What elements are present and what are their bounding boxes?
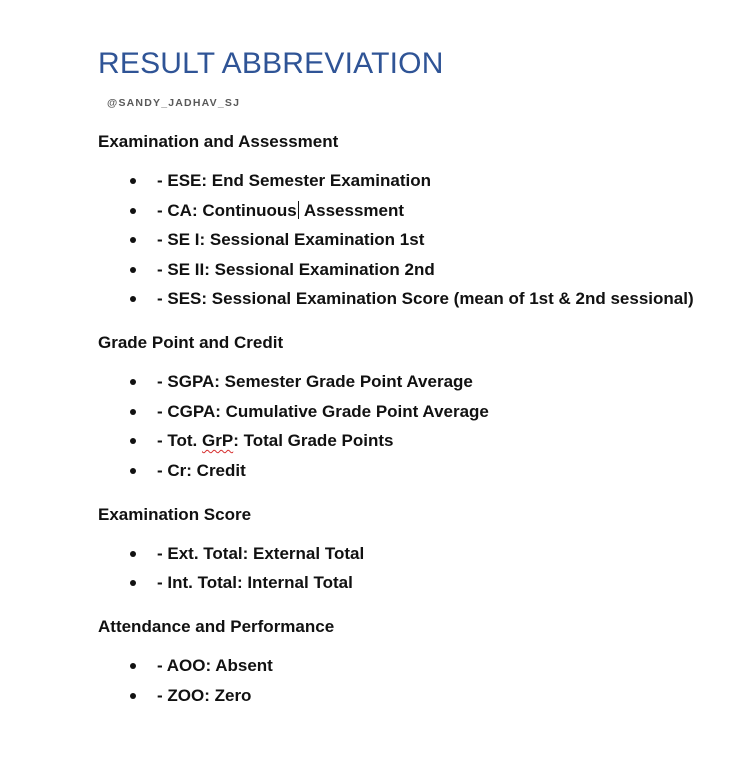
section-heading: Examination and Assessment: [98, 132, 339, 151]
list-item[interactable]: [98, 655, 738, 677]
list-item[interactable]: [98, 460, 738, 482]
section-heading: Grade Point and Credit: [98, 333, 284, 352]
text-after-misspelling: : Total Grade Points: [233, 431, 394, 450]
bullet-list: [98, 371, 738, 482]
section-heading: Attendance and Performance: [98, 617, 335, 636]
text-before-cursor: - CA: Continuous: [157, 200, 297, 220]
bullet-icon: [130, 178, 136, 184]
section-examination-score: [98, 504, 738, 595]
bullet-icon: [130, 693, 136, 699]
bullet-icon: [130, 551, 136, 557]
list-item[interactable]: [98, 259, 738, 281]
document-page: [98, 44, 738, 707]
list-item[interactable]: [98, 430, 738, 452]
bullet-icon: [130, 438, 136, 444]
text-after-cursor: Assessment: [299, 200, 405, 220]
bullet-icon: [130, 379, 136, 385]
list-item-text: - AOO: Absent: [157, 656, 273, 675]
section-grade-point-credit: [98, 332, 738, 482]
list-item-text: - Int. Total: Internal Total: [157, 573, 353, 592]
bullet-icon: [130, 663, 136, 669]
list-item[interactable]: [98, 229, 738, 251]
text-before-misspelling: - Tot.: [157, 431, 202, 450]
bullet-icon: [130, 208, 136, 214]
list-item[interactable]: [98, 401, 738, 423]
bullet-icon: [130, 468, 136, 474]
list-item-text: - ZOO: Zero: [157, 685, 252, 705]
list-item-text: - Cr: Credit: [157, 460, 246, 480]
list-item[interactable]: [98, 685, 738, 707]
list-item[interactable]: [98, 572, 738, 594]
author-handle: @SANDY_JADHAV_SJ: [107, 97, 241, 109]
spellcheck-flagged-word[interactable]: GrP: [202, 431, 234, 450]
list-item[interactable]: [98, 170, 738, 192]
list-item-text: - SGPA: Semester Grade Point Average: [157, 372, 473, 391]
list-item[interactable]: [98, 288, 738, 310]
bullet-list: [98, 543, 738, 595]
bullet-list: [98, 655, 738, 707]
list-item-text: - SE II: Sessional Examination 2nd: [157, 259, 435, 279]
section-attendance-performance: [98, 616, 738, 707]
section-heading: Examination Score: [98, 504, 252, 524]
list-item[interactable]: [98, 543, 738, 565]
list-item-text: - ESE: End Semester Examination: [157, 171, 431, 190]
list-item-text: - SE I: Sessional Examination 1st: [157, 230, 425, 249]
list-item[interactable]: [98, 200, 738, 222]
bullet-icon: [130, 580, 136, 586]
list-item-text: - CGPA: Cumulative Grade Point Average: [157, 401, 489, 421]
bullet-icon: [130, 267, 136, 273]
list-item-text-with-spellcheck: [157, 431, 393, 450]
list-item-text: - Ext. Total: External Total: [157, 543, 365, 563]
bullet-icon: [130, 409, 136, 415]
text-cursor: [298, 201, 299, 219]
document-title: RESULT ABBREVIATION: [98, 47, 444, 80]
bullet-icon: [130, 296, 136, 302]
bullet-list: [98, 170, 738, 310]
list-item-text-with-caret: [157, 201, 404, 220]
list-item-text: - SES: Sessional Examination Score (mean of 1st & 2nd sessional): [157, 289, 694, 308]
section-examination-assessment: [98, 131, 738, 310]
bullet-icon: [130, 237, 136, 243]
list-item[interactable]: [98, 371, 738, 393]
